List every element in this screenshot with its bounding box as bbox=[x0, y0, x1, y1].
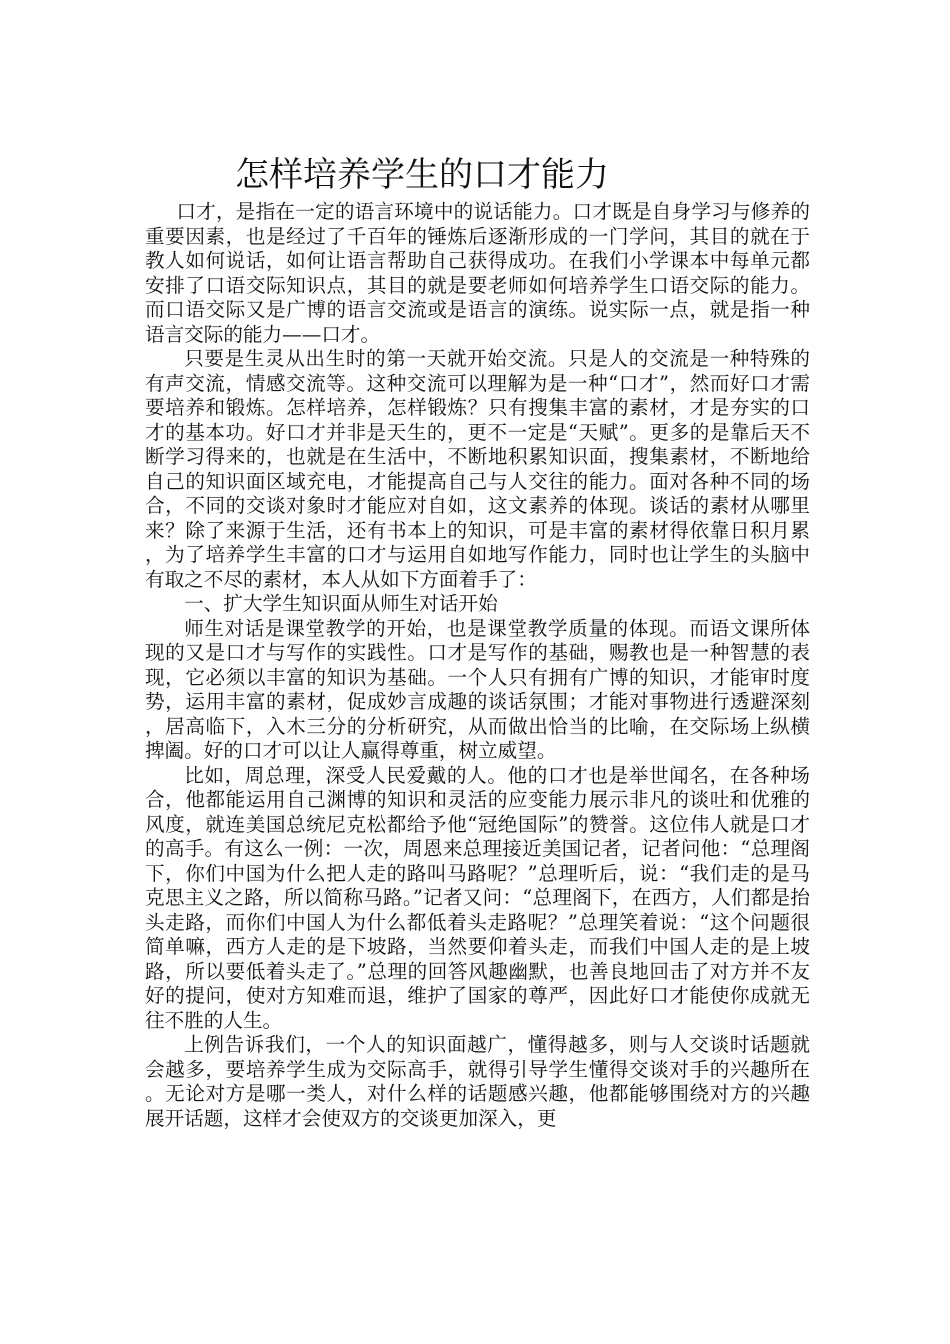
section-heading: 一、扩大学生知识面从师生对话开始 bbox=[184, 592, 498, 615]
paragraph: 上例告诉我们，一个人的知识面越广，懂得越多，则与人交谈时话题就会越多，要培养学生成为交际高手，就得引导学生懂得交谈对手的兴趣所在。无论对方是哪一类人，对什么样的话题感兴趣，他都能够围绕对方的兴趣展开话题，这样才会使双方的交谈更加深入，更 bbox=[145, 1033, 810, 1130]
paragraph: 口才，是指在一定的语言环境中的说话能力。口才既是自身学习与修养的重要因素，也是经过了千百年的锤炼后逐渐形成的一门学问，其目的就在于教人如何说话，如何让语言帮助自己获得成功。在我们小学课本中每单元都安排了口语交际知识点，其目的就是要老师如何培养学生口语交际的能力。而口语交际又是广博的语言交流或是语言的演练。说实际一点，就是指一种语言交际的能力——口才。 bbox=[145, 200, 810, 346]
paragraph: 师生对话是课堂教学的开始，也是课堂教学质量的体现。而语文课所体现的又是口才与写作的实践性。口才是写作的基础，赐教也是一种智慧的表现，它必须以丰富的知识为基础。一个人只有拥有广博的知识，才能审时度势，运用丰富的素材，促成妙言成趣的谈话氛围；才能对事物进行透避深刻，居高临下，入木三分的分析研究，从而做出恰当的比喻，在交际场上纵横捭阖。好的口才可以让人赢得尊重，树立威望。 bbox=[145, 616, 810, 762]
paragraph: 比如，周总理，深受人民爱戴的人。他的口才也是举世闻名，在各种场合，他都能运用自己渊博的知识和灵活的应变能力展示非凡的谈吐和优雅的风度，就连美国总统尼克松都给予他“冠绝国际”的赞誉。这位伟人就是口才的高手。有这么一例：一次，周恩来总理接近美国记者，记者问他：“总理阁下，你们中国为什么把人走的路叫马路呢？”总理听后，说：“我们走的是马克思主义之路，所以简称马路。”记者又问：“总理阁下，在西方，人们都是抬头走路，而你们中国人为什么都低着头走路呢？”总理笑着说：“这个问题很简单嘛，西方人走的是下坡路，当然要仰着头走，而我们中国人走的是上坡路，所以要低着头走了。”总理的回答风趣幽默，也善良地回击了对方并不友好的提问，使对方知难而退，维护了国家的尊严，因此好口才能使你成就无往不胜的人生。 bbox=[145, 763, 810, 1032]
document-page bbox=[145, 150, 810, 1131]
paragraph: 只要是生灵从出生时的第一天就开始交流。只是人的交流是一种特殊的有声交流，情感交流等。这种交流可以理解为是一种“口才”，然而好口才需要培养和锻炼。怎样培养，怎样锻炼？只有搜集丰富的素材，才是夯实的口才的基本功。好口才并非是天生的，更不一定是“天赋”。更多的是靠后天不断学习得来的，也就是在生活中，不断地积累知识面，搜集素材，不断地给自己的知识面区域充电，才能提高自己与人交往的能力。面对各种不同的场合，不同的交谈对象时才能应对自如，这文素养的体现。谈话的素材从哪里来？除了来源于生活，还有书本上的知识，可是丰富的素材得依靠日积月累，为了培养学生丰富的口才与运用自如地写作能力，同时也让学生的头脑中有取之不尽的素材，本人从如下方面着手了： bbox=[145, 347, 810, 591]
document-title: 怎样培养学生的口才能力 bbox=[235, 155, 609, 195]
